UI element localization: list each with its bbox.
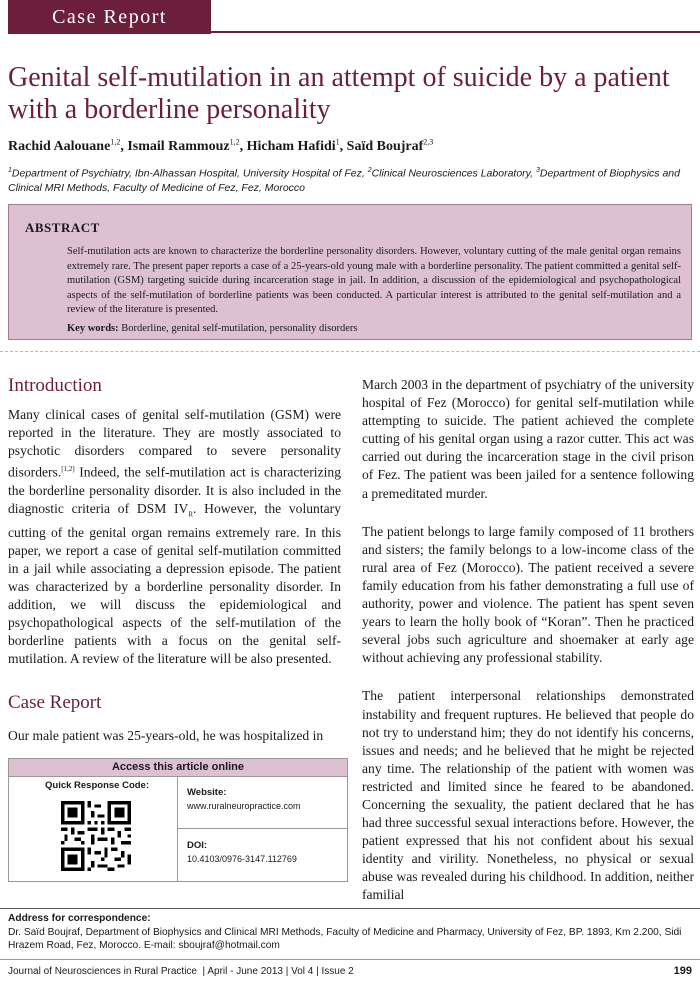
abstract-body: Self-mutilation acts are known to characterize the borderline personality disorders. However, voluntary cutting of the male genital organ remains extremely rare. The present paper reports a case of a 25-years-old young male with a borderline personality. The patient committed a genital self-mutilation (GSM) targeting suicide during incarceration stage in jail. In addition, a discussion of the epidemiological and psychopathological aspects of the self-mutilation of borderline patients was been conducted. A particular interest is attributed to the genital self-mutilation and a review of the literature is presented. [67, 246, 681, 316]
case-paragraph-3: The patient interpersonal relationships demonstrated instability and frequent ruptures. He believed that people do not try to understand him; they do not identify his concerns, issues and needs; and he believed that he might be rejected any time. The relationship of the patient with women was restricted and limited since he feared to be abandoned. Concerning the sexuality, the patient declared that he has had three successful sexual interactions before. However, the patient expressed that his not confident about his sexual identity and virility. Nonetheless, no physical or sexual abuse was revealed during his childhood. In addition, neither familial [362, 688, 694, 903]
author: Saïd Boujraf$^{2,3}$ [346, 137, 434, 154]
introduction-paragraph: Many clinical cases of genital self-mutilation (GSM) were reported in the literature. They are mostly associated to psychotic disorders compared to severe personality disorders.[1,2] Indeed, the self-mutilation act is characterizing the borderline personality disorder. It is also included in the diagnostic criteria of DSM $IV_R$. However, the voluntary cutting of the genital organ remains extremely rare. In this paper, we report a case of genital self-mutilation committed in a jail while associating a depression episode. The patient was characterized by a borderline personality disorder. In addition, we will discuss the epidemiological and psychopathological aspects of the self-mutilation of the borderline patients with a focus on the genital self-mutilation. A review of the literature will be also presented. [8, 407, 341, 667]
section-divider [0, 351, 700, 352]
author: Ismail Rammouz$^{1,2}$, [127, 137, 247, 154]
correspondence-text: Dr. Saïd Boujraf, Department of Biophysics and Clinical MRI Methods, Faculty of Medicine and Pharmacy, University of Fez, BP. 1893, Km 2.200, Sidi Hrazem Road, Fez, Morocco. E-mail: sboujraf@hotmail.com [8, 926, 682, 951]
header-rule [211, 31, 700, 33]
author-list [8, 137, 433, 155]
journal-footer: Journal of Neurosciences in Rural Practice | April - June 2013 | Vol 4 | Issue 2 [8, 966, 354, 977]
case-report-heading: Case Report [8, 691, 102, 713]
correspondence-rule [0, 908, 700, 909]
correspondence-heading: Address for correspondence: [8, 913, 151, 924]
qr-code-icon[interactable] [61, 801, 131, 871]
keywords: Key words: Borderline, genital self-mutilation, personality disorders [67, 323, 358, 334]
correspondence [8, 912, 692, 953]
doi-value[interactable]: 10.4103/0976-3147.112769 [187, 854, 297, 864]
affiliations: $^1$Department of Psychiatry, Ibn-Alhassan Hospital, University Hospital of Fez, $^2$Clinical Neurosciences Laboratory, $^3$Department of Biophysics and Clinical MRI Methods, Faculty of Medicine of Fez, Fez, Morocco [8, 167, 680, 194]
page-number: 199 [673, 965, 692, 977]
access-article-box [8, 758, 348, 882]
qr-section [9, 777, 178, 881]
doi-label: DOI: [187, 840, 208, 851]
footer-rule [0, 959, 700, 960]
case-paragraph-2: The patient belongs to large family composed of 11 brothers and sisters; the family belongs to a low-income class of the rural area of Fez (Morocco). The patient received a severe family education from his father demonstrating a full use of authority, power and violence. The patient has spent seven years to learn the holly book of “Koran”. Then he practiced several jobs such agriculture and shoemaker at early age without achieving any professional stability. [362, 523, 694, 666]
left-column [8, 374, 341, 745]
abstract-heading: ABSTRACT [25, 220, 100, 235]
website-label: Website: [187, 787, 227, 798]
author: Rachid Aalouane$^{1,2}$, [8, 137, 128, 154]
website-link[interactable]: www.ruralneuropractice.com [187, 801, 301, 811]
qr-label: Quick Response Code: [45, 780, 149, 791]
author: Hicham Hafidi$^1$, [246, 137, 347, 154]
case-paragraph-1: March 2003 in the department of psychiatry of the university hospital of Fez (Morocco) for genital self-mutilation while attempting to suicide. The patient achieved the complete cutting of his genital organ using a razor cutter. This act was carried out during the incarceration stage in the civil prison of Fez. The patient was been jailed for a sentence following a premeditated murder. [362, 377, 694, 501]
doi-section [178, 830, 347, 881]
section-tag: Case Report [8, 0, 211, 34]
right-column [362, 376, 694, 905]
abstract-box [8, 204, 692, 340]
case-report-paragraph: Our male patient was 25-years-old, he was hospitalized in [8, 727, 324, 743]
website-section [178, 777, 347, 829]
access-heading: Access this article online [9, 759, 347, 777]
article-title: Genital self-mutilation in an attempt of suicide by a patient with a borderline personality [8, 62, 670, 125]
introduction-heading: Introduction [8, 375, 102, 396]
